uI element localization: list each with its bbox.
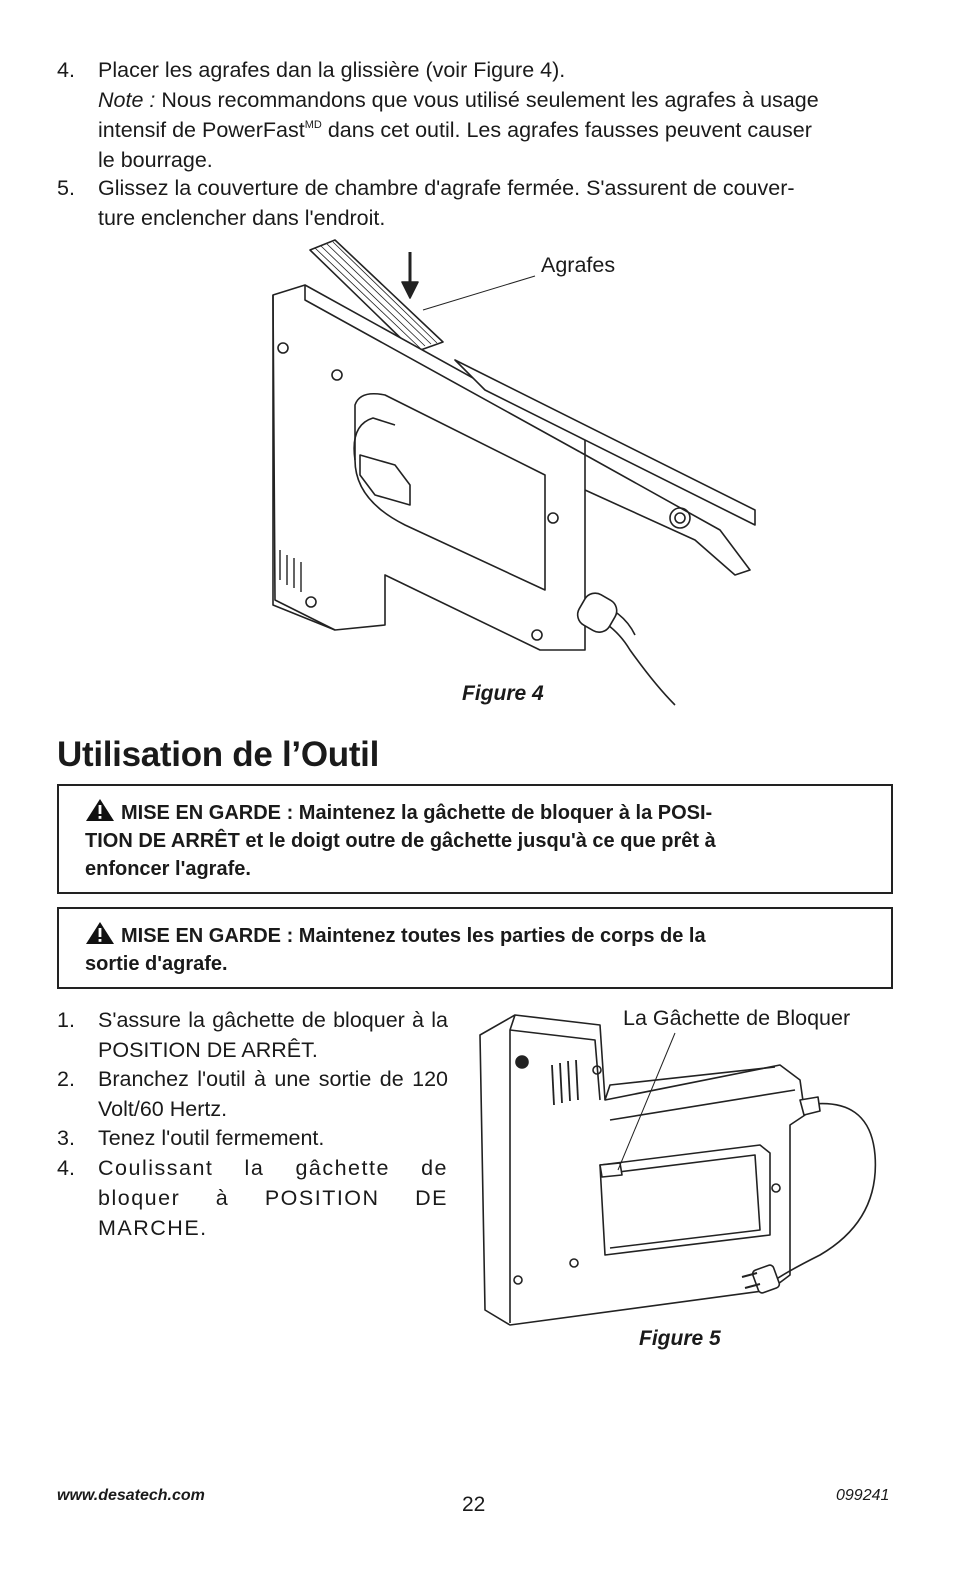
figure-4-caption: Figure 4	[462, 682, 544, 705]
note-text: dans cet outil. Les agrafes fausses peuvent causer	[321, 118, 812, 142]
figure-4-illustration	[255, 230, 775, 710]
step-text: Glissez la couverture de chambre d'agrafe fermée. S'assurent de couver-	[98, 176, 795, 200]
warning-line: TION DE ARRÊT et le doigt outre de gâchette jusqu'à ce que prêt à	[85, 830, 716, 852]
page-number: 22	[462, 1493, 486, 1516]
warning-triangle-icon	[85, 921, 115, 945]
warning-line	[85, 921, 867, 950]
note-line-3: le bourrage.	[98, 148, 213, 172]
step-4-top	[57, 55, 897, 175]
figure-4-callout: Agrafes	[541, 253, 616, 277]
step-number: 5.	[57, 176, 75, 200]
note-line-1	[98, 85, 819, 115]
step-text: Coulissant la gâchette de bloquer à POSITION DE MARCHE.	[98, 1156, 448, 1240]
warning-box-2	[57, 907, 893, 989]
warning-line	[85, 798, 867, 827]
note-line-2	[98, 115, 812, 145]
warning-box-1	[57, 784, 893, 894]
footer-code: 099241	[836, 1487, 890, 1504]
step-number: 1.	[57, 1008, 75, 1032]
step-5-top	[57, 173, 897, 233]
step-text: ture enclencher dans l'endroit.	[98, 206, 386, 230]
warning-text: MISE EN GARDE : Maintenez la gâchette de bloquer à la POSI-	[121, 802, 713, 824]
figure-5-caption: Figure 5	[639, 1327, 721, 1350]
step-number: 4.	[57, 58, 75, 82]
warning-line: enfoncer l'agrafe.	[85, 858, 251, 880]
step-text: S'assure la gâchette de bloquer à la POSITION DE ARRÊT.	[98, 1008, 448, 1062]
footer-website: www.desatech.com	[57, 1487, 205, 1504]
note-label: Note :	[98, 88, 156, 112]
figure-5-callout: La Gâchette de Bloquer	[623, 1006, 851, 1030]
step-text: Branchez l'outil à une sortie de 120 Volt/60 Hertz.	[98, 1067, 448, 1121]
note-text: intensif de PowerFast	[98, 118, 305, 142]
step-text: Placer les agrafes dan la glissière (voir Figure 4).	[98, 58, 566, 82]
trademark-superscript: MD	[304, 119, 322, 131]
step-number: 2.	[57, 1067, 75, 1091]
warning-line: sortie d'agrafe.	[85, 953, 228, 975]
step-text: Tenez l'outil fermement.	[98, 1126, 325, 1150]
note-text: Nous recommandons que vous utilisé seulement les agrafes à usage	[155, 88, 819, 112]
warning-triangle-icon	[85, 798, 115, 822]
figure-5-illustration	[470, 1005, 900, 1335]
section-title: Utilisation de l’Outil	[57, 735, 380, 774]
step-number: 3.	[57, 1126, 75, 1150]
warning-text: MISE EN GARDE : Maintenez toutes les parties de corps de la	[121, 925, 706, 947]
step-number: 4.	[57, 1156, 75, 1180]
